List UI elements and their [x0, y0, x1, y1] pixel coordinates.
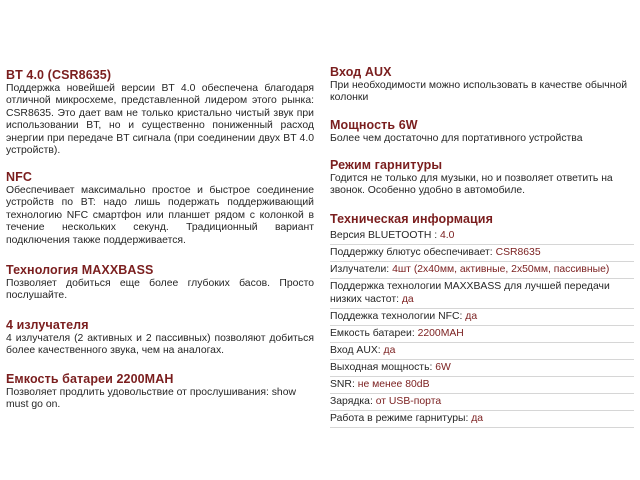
section-drivers-text: 4 излучателя (2 активных и 2 пассивных) позволяют добиться более качественного звука, чем на аналогах. — [6, 333, 314, 357]
spec-value: да — [383, 345, 396, 356]
section-nfc-title: NFC — [6, 170, 32, 184]
spec-row — [330, 394, 634, 411]
spec-value: да — [471, 413, 484, 424]
section-drivers-title: 4 излучателя — [6, 318, 89, 332]
spec-value: 4.0 — [439, 230, 455, 241]
section-bt-text: Поддержка новейшей версии BT 4.0 обеспечена благодаря отличной микросхеме, представленной лидером этого рынка: CSR8635. Это дает вам не только кристально чистый звук при использовании BT, но и существенно пониженный расход энергии при передаче BT сигнала (при соединении двух BT 4.0 устройств). — [6, 83, 314, 157]
spec-value: CSR8635 — [495, 247, 541, 258]
spec-value: да — [401, 294, 414, 305]
spec-label: Зарядка: — [330, 396, 376, 407]
section-aux-text: При необходимости можно использовать в качестве обычной колонки — [330, 80, 628, 104]
spec-row — [330, 262, 634, 279]
section-drivers — [6, 318, 314, 358]
spec-row — [330, 343, 634, 360]
spec-value: да — [465, 311, 478, 322]
spec-list — [330, 228, 634, 428]
spec-value: 2200MAH — [417, 328, 464, 339]
spec-row — [330, 228, 634, 245]
section-aux-title: Вход AUX — [330, 65, 392, 79]
spec-label: Выходная мощность: — [330, 362, 436, 373]
spec-value: 6W — [435, 362, 451, 373]
section-nfc-text: Обеспечивает максимально простое и быстрое соединение устройств по BT: надо лишь подержать поддерживающий технологию NFC смартфон или планшет рядом с колонкой в течение нескольких секунд. Традиционный вариант подключения также поддерживается. — [6, 185, 314, 246]
spec-row — [330, 245, 634, 262]
section-aux — [330, 65, 634, 105]
section-battery-title: Емкость батареи 2200MAH — [6, 372, 174, 386]
spec-label: Поддержку блютус обеспечивает: — [330, 247, 496, 258]
spec-value: от USB-порта — [375, 396, 442, 407]
spec-row — [330, 326, 634, 343]
section-specs — [330, 212, 634, 428]
section-power-text: Более чем достаточно для портативного устройства — [330, 133, 583, 144]
spec-label: SNR: — [330, 379, 358, 390]
section-headset-title: Режим гарнитуры — [330, 158, 443, 172]
section-maxxbass — [6, 263, 314, 303]
spec-value: не менее 80dB — [357, 379, 430, 390]
section-maxxbass-text: Позволяет добиться еще более глубоких басов. Просто послушайте. — [6, 278, 314, 302]
section-headset-text: Годится не только для музыки, но и позволяет ответить на звонок. Особенно удобно в автомобиле. — [330, 173, 613, 197]
section-battery-text: Позволяет продлить удовольствие от прослушивания: show must go on. — [6, 387, 296, 411]
spec-label: Работа в режиме гарнитуры: — [330, 413, 472, 424]
section-battery — [6, 372, 314, 412]
section-maxxbass-title: Технология MAXXBASS — [6, 263, 154, 277]
spec-label: Поддержка технологии MAXXBASS для лучшей передачи низких частот: — [330, 281, 610, 305]
section-nfc — [6, 170, 314, 247]
spec-label: Поддежка технологии NFC: — [330, 311, 466, 322]
spec-row — [330, 411, 634, 428]
section-bt-title: BT 4.0 (CSR8635) — [6, 68, 112, 82]
spec-row — [330, 309, 634, 326]
section-specs-title: Техническая информация — [330, 212, 493, 226]
spec-value: 4шт (2x40мм, активные, 2x50мм, пассивные) — [392, 264, 610, 275]
section-power — [330, 118, 634, 145]
spec-label: Вход AUX: — [330, 345, 384, 356]
spec-row — [330, 360, 634, 377]
section-bt — [6, 68, 314, 157]
spec-row — [330, 279, 634, 309]
section-headset — [330, 158, 634, 198]
section-power-title: Мощность 6W — [330, 118, 418, 132]
spec-label: Версия BLUETOOTH : — [330, 230, 440, 241]
spec-row — [330, 377, 634, 394]
spec-label: Емкость батареи: — [330, 328, 418, 339]
spec-label: Излучатели: — [330, 264, 393, 275]
